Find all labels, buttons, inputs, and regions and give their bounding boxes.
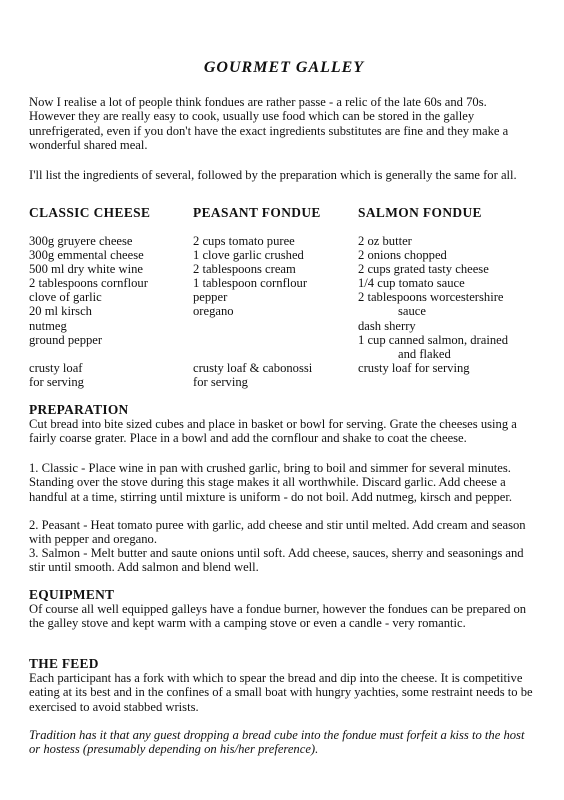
- ingredient: clove of garlic: [29, 290, 102, 305]
- ingredient: 1 cup canned salmon, drained: [358, 332, 509, 347]
- ingredient: 1/4 cup tomato sauce: [358, 276, 465, 291]
- feed-text: Each participant has a fork with which to spear the bread and dip into the cheese. It is competitive eating at its best and in the confines of a small boat with hungry yachties, some restraint needs to be exercised to avoid stabbed wrists.: [29, 671, 533, 714]
- serving-note: crusty loaf & cabonossi: [193, 360, 313, 375]
- preparation-classic: 1. Classic - Place wine in pan with crushed garlic, bring to boil and simmer for several minutes. Standing over the stove during this stage makes it all worthwhile. Discard garlic. Add cheese a handful at a time, stirring until mixture is uniform - do not boil. Add nutmeg, kirsch and pepper.: [29, 461, 513, 504]
- ingredient: oregano: [193, 304, 234, 319]
- tradition-note: Tradition has it that any guest dropping a bread cube into the fondue must forfeit a kiss to the host or hostess (presumably depending on his/her preference).: [29, 728, 525, 757]
- ingredient: 2 cups grated tasty cheese: [358, 262, 489, 277]
- ingredient: 500 ml dry white wine: [29, 262, 144, 277]
- ingredient: 20 ml kirsch: [29, 304, 92, 319]
- ingredient: sauce: [398, 304, 426, 319]
- equipment-text: Of course all well equipped galleys have a fondue burner, however the fondues can be prepared on the galley stove and kept warm with a camping stove or even a candle - very romantic.: [29, 602, 527, 631]
- section-heading-preparation: PREPARATION: [29, 402, 129, 417]
- recipe-heading: CLASSIC CHEESE: [29, 205, 151, 220]
- ingredient: 1 tablespoon cornflour: [193, 276, 308, 291]
- serving-note: crusty loaf for serving: [358, 360, 470, 375]
- intro-paragraph-1: Now I realise a lot of people think fondues are rather passe - a relic of the late 60s and 70s. However they are really easy to cook, usually use food which can be stored in the galley unrefrigerated, even if you don't have the exact ingredients substitutes are fine and they make a wonderful shared meal.: [29, 95, 509, 153]
- section-heading-equipment: EQUIPMENT: [29, 587, 115, 602]
- ingredient: ground pepper: [29, 332, 103, 347]
- serving-note: for serving: [193, 374, 248, 389]
- intro-paragraph-2: I'll list the ingredients of several, followed by the preparation which is generally the same for all.: [29, 168, 517, 182]
- recipe-salmon-fondue: [358, 206, 548, 375]
- ingredient: 2 tablespoons cream: [193, 262, 296, 277]
- ingredient: 2 oz butter: [358, 234, 412, 248]
- section-heading-the-feed: THE FEED: [29, 656, 99, 671]
- ingredient: 300g gruyere cheese: [29, 234, 133, 248]
- ingredient: 2 cups tomato puree: [193, 234, 295, 248]
- ingredient: 2 tablespoons cornflour: [29, 276, 148, 291]
- ingredient: 300g emmental cheese: [29, 248, 144, 263]
- serving-note: crusty loaf: [29, 360, 83, 375]
- ingredient: nutmeg: [29, 318, 67, 333]
- recipe-heading: PEASANT FONDUE: [193, 205, 321, 220]
- preparation-intro: Cut bread into bite sized cubes and place in basket or bowl for serving. Grate the cheeses using a fairly coarse grater. Place in a bowl and add the cornflour and shake to coat the cheese.: [29, 417, 517, 446]
- ingredient: and flaked: [398, 346, 451, 361]
- preparation-salmon: 3. Salmon - Melt butter and saute onions until soft. Add cheese, sauces, sherry and seasonings and stir until smooth. Add salmon and blend well.: [29, 546, 524, 575]
- recipe-peasant-fondue: [193, 206, 353, 389]
- ingredient: dash sherry: [358, 318, 416, 333]
- recipe-classic-cheese: [29, 206, 189, 389]
- ingredient: 2 tablespoons worcestershire: [358, 290, 504, 305]
- ingredient: 1 clove garlic crushed: [193, 248, 304, 263]
- recipe-heading: SALMON FONDUE: [358, 205, 482, 220]
- preparation-peasant: 2. Peasant - Heat tomato puree with garlic, add cheese and stir until melted. Add cream and season with pepper and oregano.: [29, 518, 526, 547]
- serving-note: for serving: [29, 374, 84, 389]
- page-title: GOURMET GALLEY: [203, 59, 365, 76]
- ingredient: 2 onions chopped: [358, 248, 447, 263]
- ingredient: pepper: [193, 290, 228, 305]
